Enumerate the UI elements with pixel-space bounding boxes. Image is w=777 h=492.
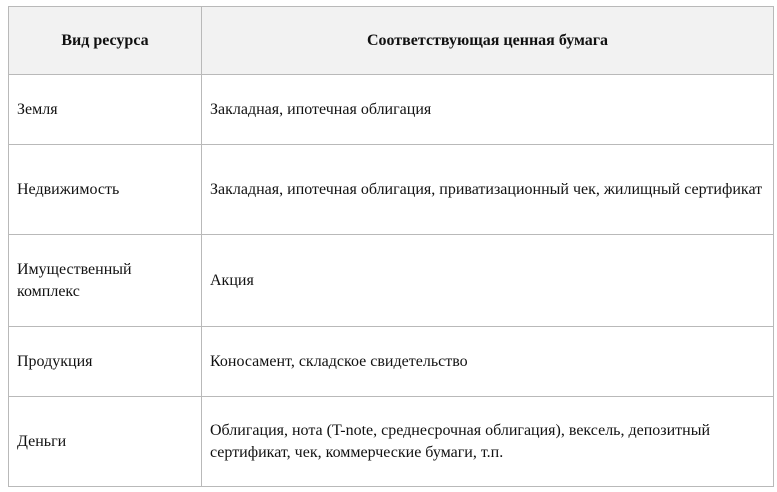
header-resource-type: Вид ресурса	[9, 7, 202, 75]
cell-security: Акция	[202, 235, 774, 327]
cell-security: Закладная, ипотечная облигация, приватизационный чек, жилищный сертификат	[202, 145, 774, 235]
cell-resource-type: Земля	[9, 75, 202, 145]
header-security: Соответствующая ценная бумага	[202, 7, 774, 75]
table-row	[9, 327, 774, 397]
table-row	[9, 397, 774, 487]
table-row	[9, 145, 774, 235]
cell-resource-type: Недвижимость	[9, 145, 202, 235]
cell-security: Закладная, ипотечная облигация	[202, 75, 774, 145]
cell-resource-type: Продукция	[9, 327, 202, 397]
resource-securities-table	[8, 6, 774, 487]
resource-securities-table-container	[8, 6, 774, 487]
cell-resource-type: Имущественный комплекс	[9, 235, 202, 327]
table-row	[9, 75, 774, 145]
cell-security: Облигация, нота (T-note, среднесрочная облигация), вексель, депозитный сертификат, чек, коммерческие бумаги, т.п.	[202, 397, 774, 487]
cell-security: Коносамент, складское свидетельство	[202, 327, 774, 397]
table-row	[9, 235, 774, 327]
cell-resource-type: Деньги	[9, 397, 202, 487]
table-header-row	[9, 7, 774, 75]
